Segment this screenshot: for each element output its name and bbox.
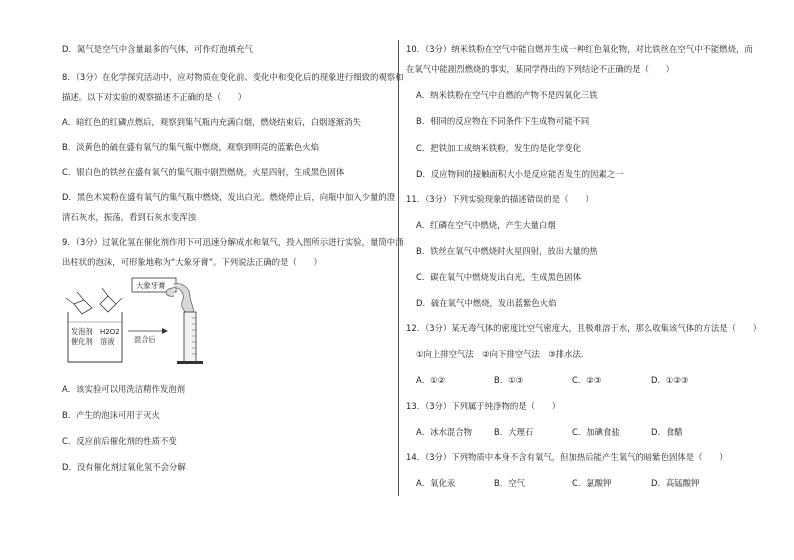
q7-option-d: D．氮气是空气中含量最多的气体，可作灯泡填充气 (62, 44, 253, 54)
q10-stem-line1: 10．（3分）纳米铁粉在空气中能自燃并生成一种红色氧化物，对比铁丝在空气中不能燃烧，而 (406, 44, 753, 54)
label-solution: 溶液 (100, 337, 115, 346)
q9-option-d: D．没有催化剂过氧化氢不会分解 (62, 462, 186, 472)
label-agent1: 发泡剂 (71, 327, 93, 336)
q13-option-d: D．食醋 (651, 427, 683, 437)
q8-stem-line1: 8．（3分）在化学探究活动中，应对物质在变化前、变化中和变化后的现象进行细致的观察和 (62, 72, 404, 82)
q12-option-b: B．①③ (494, 375, 524, 385)
q13-option-b: B．大理石 (494, 427, 534, 437)
q10-option-c: C．把铁加工成纳米铁粉，发生的是化学变化 (416, 143, 581, 153)
q8-option-a: A．暗红色的红磷点燃后，观察到集气瓶内充满白烟，燃烧结束后，白烟逐渐消失 (62, 117, 361, 127)
column-divider (398, 40, 399, 496)
q13-option-a: A．冰水混合物 (416, 427, 472, 437)
elephant-toothpaste-figure (62, 276, 222, 368)
q12-methods: ①向上排空气法 ②向下排空气法 ③排水法. (416, 349, 584, 359)
q12-option-d: D．①②③ (651, 375, 689, 385)
q14-option-c: C．氯酸钾 (572, 478, 612, 488)
q14-option-b: B．空气 (494, 478, 525, 488)
q9-option-b: B．产生的泡沫可用于灭火 (62, 410, 160, 420)
label-agent2: 催化剂 (71, 337, 93, 346)
q8-option-b: B．淡黄色的硫在盛有氧气的集气瓶中燃烧，观察到明亮的蓝紫色火焰 (62, 142, 319, 152)
q10-option-a: A．纳米铁粉在空气中自燃的产物不是四氧化三铁 (416, 90, 598, 100)
q8-stem-line2: 描述。以下对实验的观察描述不正确的是（ ） (62, 92, 247, 102)
tube-left (74, 300, 92, 314)
q11-option-a: A．红磷在空气中燃烧，产生大量白烟 (416, 220, 556, 230)
arrow-head (162, 328, 168, 334)
q14-stem: 14．（3分）下列物质中本身不含有氧气，但加热后能产生氧气的暗紫色固体是（ ） (406, 452, 728, 462)
tube-right (100, 296, 116, 312)
q11-option-c: C．碳在氧气中燃烧发出白光，生成黑色固体 (416, 272, 581, 282)
q8-option-d-line2: 清石灰水，振荡，看到石灰水变浑浊 (62, 212, 196, 222)
q14-option-a: A．氧化汞 (416, 478, 456, 488)
q14-option-d: D．高锰酸钾 (651, 478, 700, 488)
q11-option-b: B．铁丝在氧气中燃烧时火星四射，放出大量的热 (416, 246, 598, 256)
q9-stem-line1: 9．（3分）过氧化氢在催化剂作用下可迅速分解成水和氧气，投入图所示进行实验，量筒中涌 (62, 237, 404, 247)
q9-option-a: A．该实验可以用洗洁精作发泡剂 (62, 384, 185, 394)
q13-stem: 13．（3分）下列属于纯净物的是（ ） (406, 401, 561, 411)
label-mix: 混合后 (134, 335, 156, 344)
q10-option-b: B．相同的反应物在不同条件下生成物可能不同 (416, 116, 590, 126)
q8-option-d-line1: D．黑色木炭粉在盛有氧气的集气瓶中燃烧，发出白光。燃烧停止后，向瓶中加入少量的澄 (62, 192, 396, 202)
graduated-cylinder (184, 312, 196, 362)
q10-stem-line2: 在氧气中能剧烈燃烧的事实，某同学得出的下列结论不正确的是（ ） (406, 64, 674, 74)
q9-stem-line2: 出柱状的泡沫，可形象地称为“大象牙膏”。下列说法正确的是（ ） (62, 257, 322, 267)
q12-option-c: C．②③ (572, 375, 602, 385)
label-elephant: 大象牙膏 (136, 281, 166, 290)
q13-option-c: C．加碘食盐 (572, 427, 620, 437)
q9-option-c: C．反应前后催化剂的性质不变 (62, 436, 177, 446)
q8-option-c: C．银白色的铁丝在盛有氧气的集气瓶中剧烈燃烧，火星四射，生成黑色固体 (62, 167, 345, 177)
q12-option-a: A．①② (416, 375, 446, 385)
q12-stem: 12．（3分）某无毒气体的密度比空气密度大，且极难溶于水，那么收集该气体的方法是（ ） (406, 323, 762, 333)
label-h2o2: H2O2 (100, 328, 120, 336)
q11-stem: 11．（3分）下列实验现象的描述错误的是（ ） (406, 194, 594, 204)
q10-option-d: D．反应物间的接触面积大小是反应能否发生的因素之一 (416, 169, 624, 179)
q11-option-d: D．硫在氧气中燃烧，发出蓝紫色火焰 (416, 298, 557, 308)
